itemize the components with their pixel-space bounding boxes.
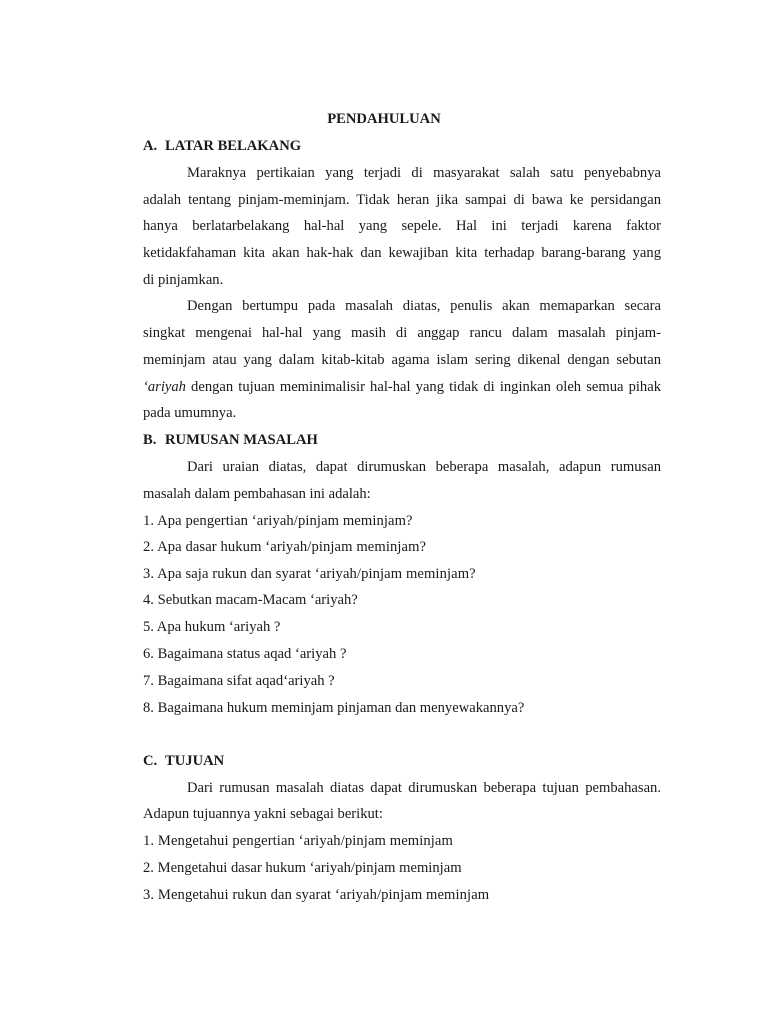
section-c-letter: C. (143, 753, 158, 769)
section-a-title: LATAR BELAKANG (165, 138, 302, 154)
paragraph-line: adalah tentang pinjam-meminjam. Tidak heran jika sampai di bawa ke persidangan (143, 192, 661, 208)
section-b-heading (143, 431, 318, 449)
paragraph-line: Adapun tujuannya yakni sebagai berikut: (143, 806, 383, 822)
paragraph-line: Dari uraian diatas, dapat dirumuskan beberapa masalah, adapun rumusan (187, 459, 661, 475)
list-item: 3. Apa saja rukun dan syarat ‘ariyah/pinjam meminjam? (143, 566, 476, 582)
list-item: 4. Sebutkan macam-Macam ‘ariyah? (143, 592, 358, 608)
list-item: 7. Bagaimana sifat aqad‘ariyah ? (143, 673, 335, 689)
list-item: 3. Mengetahui rukun dan syarat ‘ariyah/pinjam meminjam (143, 887, 490, 903)
section-c-title: TUJUAN (165, 753, 225, 769)
paragraph-line: hanya berlatarbelakang hal-hal yang sepele. Hal ini terjadi karena faktor (143, 218, 661, 234)
list-item: 8. Bagaimana hukum meminjam pinjaman dan menyewakannya? (143, 700, 525, 716)
paragraph-line: pada umumnya. (143, 405, 237, 421)
paragraph-line: masalah dalam pembahasan ini adalah: (143, 486, 371, 502)
list-item: 6. Bagaimana status aqad ‘ariyah ? (143, 646, 347, 662)
section-b-letter: B. (143, 432, 157, 448)
paragraph-line-rest: dengan tujuan meminimalisir hal-hal yang tidak di inginkan oleh semua pihak (185, 379, 661, 395)
paragraph-line: Dari rumusan masalah diatas dapat dirumuskan beberapa tujuan pembahasan. (187, 780, 661, 796)
paragraph-line: singkat mengenai hal-hal yang masih di anggap rancu dalam masalah pinjam- (143, 325, 661, 341)
list-item: 1. Apa pengertian ‘ariyah/pinjam meminjam? (143, 513, 413, 529)
list-item: 2. Apa dasar hukum ‘ariyah/pinjam meminjam? (143, 539, 427, 555)
paragraph-line: ketidakfahaman kita akan hak-hak dan kewajiban kita terhadap barang-barang yang (143, 245, 661, 261)
list-item: 1. Mengetahui pengertian ‘ariyah/pinjam meminjam (143, 833, 453, 849)
paragraph-line-ariyah (143, 378, 661, 396)
section-a-letter: A. (143, 138, 158, 154)
section-c-heading (143, 752, 224, 770)
ariyah-term: ‘ariyah (143, 379, 186, 395)
paragraph-line: Maraknya pertikaian yang terjadi di masyarakat salah satu penyebabnya (187, 165, 661, 181)
paragraph-line: meminjam atau yang dalam kitab-kitab agama islam sering dikenal dengan sebutan (143, 352, 661, 368)
section-b-title: RUMUSAN MASALAH (165, 432, 318, 448)
list-item: 5. Apa hukum ‘ariyah ? (143, 619, 281, 635)
list-item: 2. Mengetahui dasar hukum ‘ariyah/pinjam meminjam (143, 860, 462, 876)
paragraph-line: di pinjamkan. (143, 272, 224, 288)
paragraph-line: Dengan bertumpu pada masalah diatas, penulis akan memaparkan secara (187, 298, 661, 314)
section-a-heading (143, 137, 301, 155)
page-title: PENDAHULUAN (327, 111, 441, 127)
